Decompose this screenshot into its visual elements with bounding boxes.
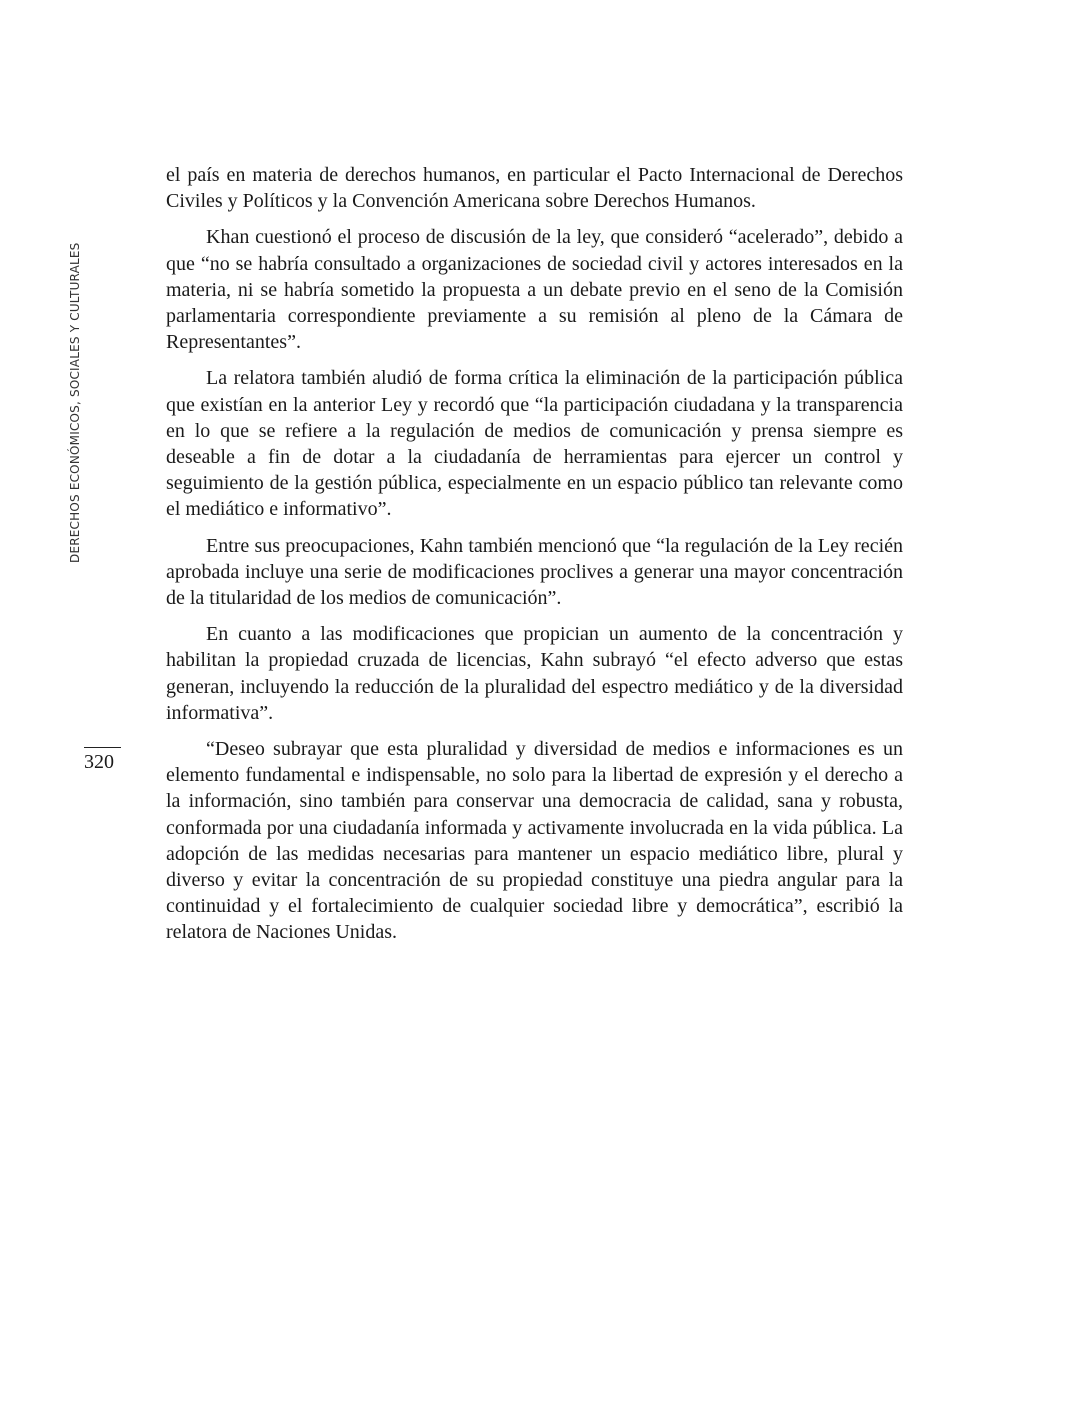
page-number: 320 <box>84 751 114 773</box>
paragraph-quote-pluralism: “Deseo subrayar que esta pluralidad y diversidad de medios e informaciones es un elemento fundamental e indispensable, no solo para la libertad de expresión y el derecho a la información, sino también para conservar una democracia de calidad, sana y robusta, conformada por una ciudadanía informada y activamente involucrada en la vida pública. La adopción de las medidas necesarias para mantener un espacio mediático libre, plural y diverso y evitar la concentración de su propiedad constituye una piedra angular para la continuidad y el fortalecimiento de cualquier sociedad libre y democrática”, escribió la relatora de Naciones Unidas. <box>166 738 903 944</box>
paragraph-concentration-concern: Entre sus preocupaciones, Kahn también mencionó que “la regulación de la Ley recién aprobada incluye una serie de modificaciones proclives a generar una mayor concentración de la titularidad de los medios de comunicación”. <box>166 534 903 610</box>
running-head: DERECHOS ECONÓMICOS, SOCIALES Y CULTURALES <box>68 242 82 563</box>
paragraph-continuation: el país en materia de derechos humanos, en particular el Pacto Internacional de Derechos Civiles y Políticos y la Convención Americana sobre Derechos Humanos. <box>166 164 903 213</box>
paragraph-khan-process: Khan cuestionó el proceso de discusión de la ley, que consideró “acelerado”, debido a que “no se habría consultado a organizaciones de sociedad civil y actores interesados en la materia, ni se habría sometido la propuesta a un debate previo en el seno de la Comisión parlamentaria correspondiente previamente a su remisión al pleno de la Cámara de Representantes”. <box>166 226 903 354</box>
page-number-rule <box>84 747 121 748</box>
paragraph-cross-ownership: En cuanto a las modificaciones que propician un aumento de la concentración y habilitan la propiedad cruzada de licencias, Kahn subrayó “el efecto adverso que estas generan, incluyendo la reducción de la pluralidad del espectro mediático y de la diversidad informativa”. <box>166 623 903 724</box>
body-text <box>166 162 903 956</box>
paragraph-public-participation: La relatora también aludió de forma crítica la eliminación de la participación pública que existían en la anterior Ley y recordó que “la participación ciudadana y la transparencia en lo que se refiere a la regulación de medios de comunicación y prensa siempre es deseable a fin de dotar a la ciudadanía de herramientas para ejercer un control y seguimiento de la gestión pública, especialmente en un espacio público tan relevante como el mediático e informativo”. <box>166 367 903 521</box>
